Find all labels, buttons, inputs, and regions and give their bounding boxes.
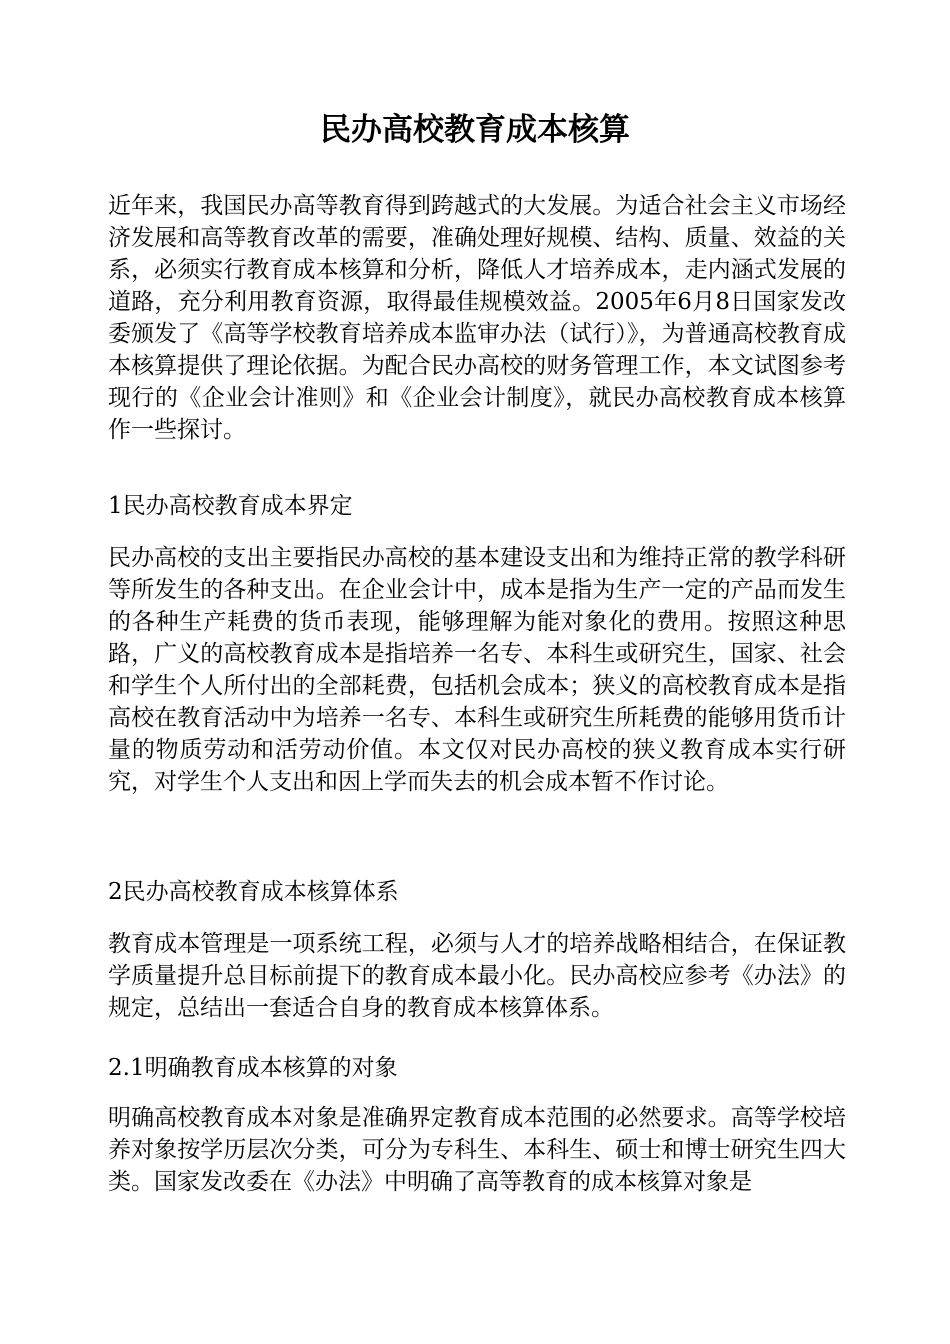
document-title: 民办高校教育成本核算 bbox=[320, 112, 630, 148]
section-heading-2-1: 2.1明确教育成本核算的对象 bbox=[108, 1055, 398, 1081]
paragraph-cost-object: 明确高校教育成本对象是准确界定教育成本范围的必然要求。高等学校培养对象按学历层次分类，可分为专科生、本科生、硕士和博士研究生四大类。国家发改委在《办法》中明确了高等教育的成本核算对象是 bbox=[108, 1105, 846, 1195]
paragraph-cost-system: 教育成本管理是一项系统工程，必须与人才的培养战略相结合，在保证教学质量提升总目标前提下的教育成本最小化。民办高校应参考《办法》的规定，总结出一套适合自身的教育成本核算体系。 bbox=[108, 931, 846, 1021]
paragraph-intro: 近年来，我国民办高等教育得到跨越式的大发展。为适合社会主义市场经济发展和高等教育改革的需要，准确处理好规模、结构、质量、效益的关系，必须实行教育成本核算和分析，降低人才培养成本，走内涵式发展的道路，充分利用教育资源，取得最佳规模效益。2005年6月8日国家发改委颁发了《高等学校教育培养成本监审办法（试行）》，为普通高校教育成本核算提供了理论依据。为配合民办高校的财务管理工作，本文试图参考现行的《企业会计准则》和《企业会计制度》，就民办高校教育成本核算作一些探讨。 bbox=[108, 193, 846, 443]
paragraph-cost-definition: 民办高校的支出主要指民办高校的基本建设支出和为维持正常的教学科研等所发生的各种支出。在企业会计中，成本是指为生产一定的产品而发生的各种生产耗费的货币表现，能够理解为能对象化的费用。按照这种思路，广义的高校教育成本是指培养一名专、本科生或研究生，国家、社会和学生个人所付出的全部耗费，包括机会成本；狭义的高校教育成本是指高校在教育活动中为培养一名专、本科生或研究生所耗费的能够用货币计量的物质劳动和活劳动价值。本文仅对民办高校的狭义教育成本实行研究，对学生个人支出和因上学而失去的机会成本暂不作讨论。 bbox=[108, 545, 846, 795]
section-heading-2: 2民办高校教育成本核算体系 bbox=[108, 879, 399, 905]
section-heading-1: 1民办高校教育成本界定 bbox=[108, 493, 353, 519]
